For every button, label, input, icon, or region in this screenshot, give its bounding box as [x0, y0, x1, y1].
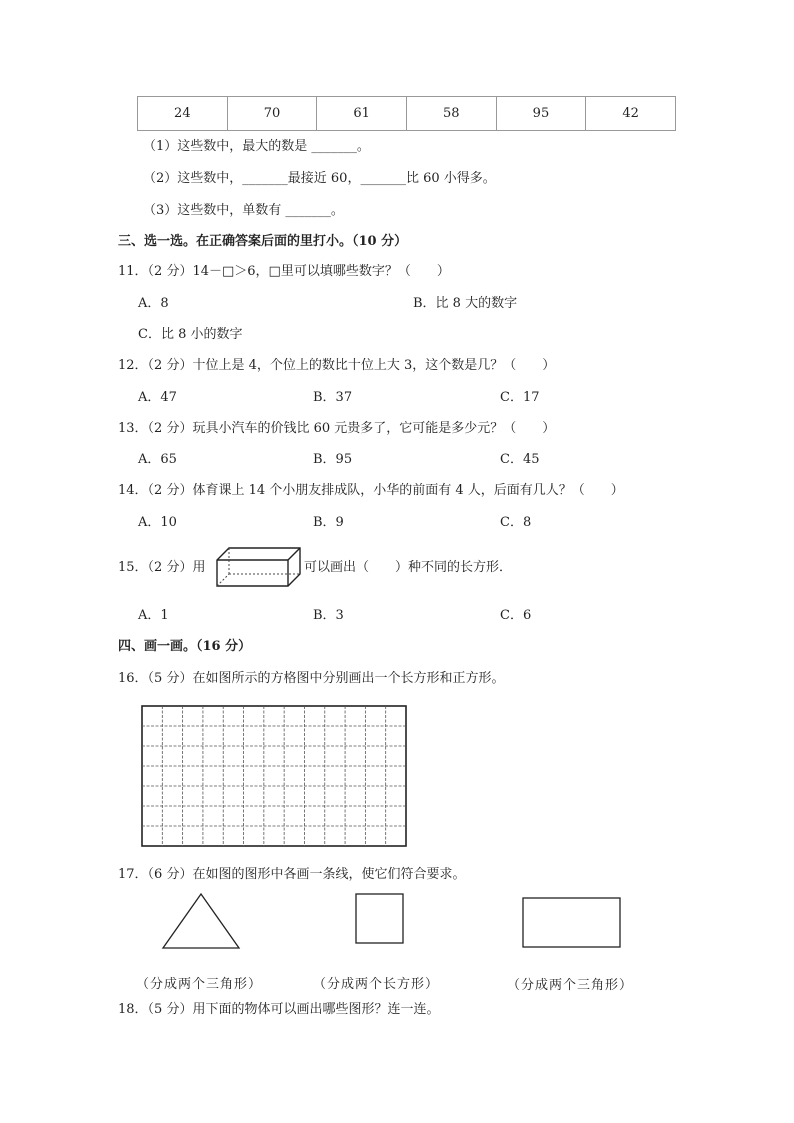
- square-shape: [355, 893, 405, 945]
- table-cell: 42: [586, 97, 676, 131]
- grid-border: [142, 706, 406, 846]
- q11-option-c: C．比 8 小的数字: [138, 327, 243, 342]
- square-grid: [141, 705, 407, 847]
- q10-sub2: （2）这些数中，_______最接近 60，_______比 60 小得多。: [143, 171, 496, 186]
- number-table: [137, 96, 676, 131]
- q15-option-b: B．3: [313, 608, 344, 623]
- q10-sub3: （3）这些数中，单数有 _______。: [143, 203, 344, 218]
- q12-option-b: B．37: [313, 390, 353, 405]
- q12-option-c: C．17: [500, 390, 540, 405]
- q12-option-a: A．47: [138, 390, 177, 405]
- q15-stem-prefix: 15．（2 分）用: [118, 560, 206, 575]
- table-row: [138, 97, 676, 131]
- q14-stem: 14．（2 分）体育课上 14 个小朋友排成队，小华的前面有 4 人，后面有几人？（ ）: [118, 483, 624, 498]
- table-cell: 24: [138, 97, 228, 131]
- q14-option-c: C．8: [500, 515, 532, 530]
- q13-option-b: B．95: [313, 452, 353, 467]
- q13-stem: 13．（2 分）玩具小汽车的价钱比 60 元贵多了，它可能是多少元？（ ）: [118, 421, 556, 436]
- q16-stem: 16．（5 分）在如图所示的方格图中分别画出一个长方形和正方形。: [118, 671, 505, 686]
- q15-stem-suffix: 可以画出（ ）种不同的长方形．: [304, 560, 513, 575]
- q11-option-b: B．比 8 大的数字: [413, 296, 518, 311]
- q13-option-a: A．65: [138, 452, 177, 467]
- table-cell: 61: [317, 97, 407, 131]
- q15-option-c: C．6: [500, 608, 532, 623]
- q10-sub1: （1）这些数中，最大的数是 _______。: [143, 139, 370, 154]
- square-caption: （分成两个长方形）: [313, 977, 440, 992]
- section4-title: 四、画一画。（16 分）: [118, 639, 252, 654]
- q15-option-a: A．1: [138, 608, 169, 623]
- triangle-shape: [161, 892, 241, 950]
- q12-stem: 12．（2 分）十位上是 4，个位上的数比十位上大 3，这个数是几？（ ）: [118, 358, 556, 373]
- q18-stem: 18．（5 分）用下面的物体可以画出哪些图形？连一连。: [118, 1002, 440, 1017]
- rectangle-caption: （分成两个三角形）: [507, 978, 634, 993]
- q17-stem: 17．（6 分）在如图的图形中各画一条线，使它们符合要求。: [118, 867, 466, 882]
- table-cell: 95: [496, 97, 586, 131]
- q14-option-b: B．9: [313, 515, 344, 530]
- q11-stem: 11．（2 分）14－□＞6，□里可以填哪些数字？（ ）: [118, 264, 450, 279]
- table-cell: 70: [227, 97, 317, 131]
- rectangle-shape: [522, 897, 622, 949]
- triangle-caption: （分成两个三角形）: [136, 977, 263, 992]
- q11-option-a: A．8: [138, 296, 169, 311]
- cuboid-figure: [216, 547, 302, 587]
- q14-option-a: A．10: [138, 515, 177, 530]
- q13-option-c: C．45: [500, 452, 540, 467]
- table-cell: 58: [406, 97, 496, 131]
- section3-title: 三、选一选。在正确答案后面的里打小。（10 分）: [118, 234, 408, 249]
